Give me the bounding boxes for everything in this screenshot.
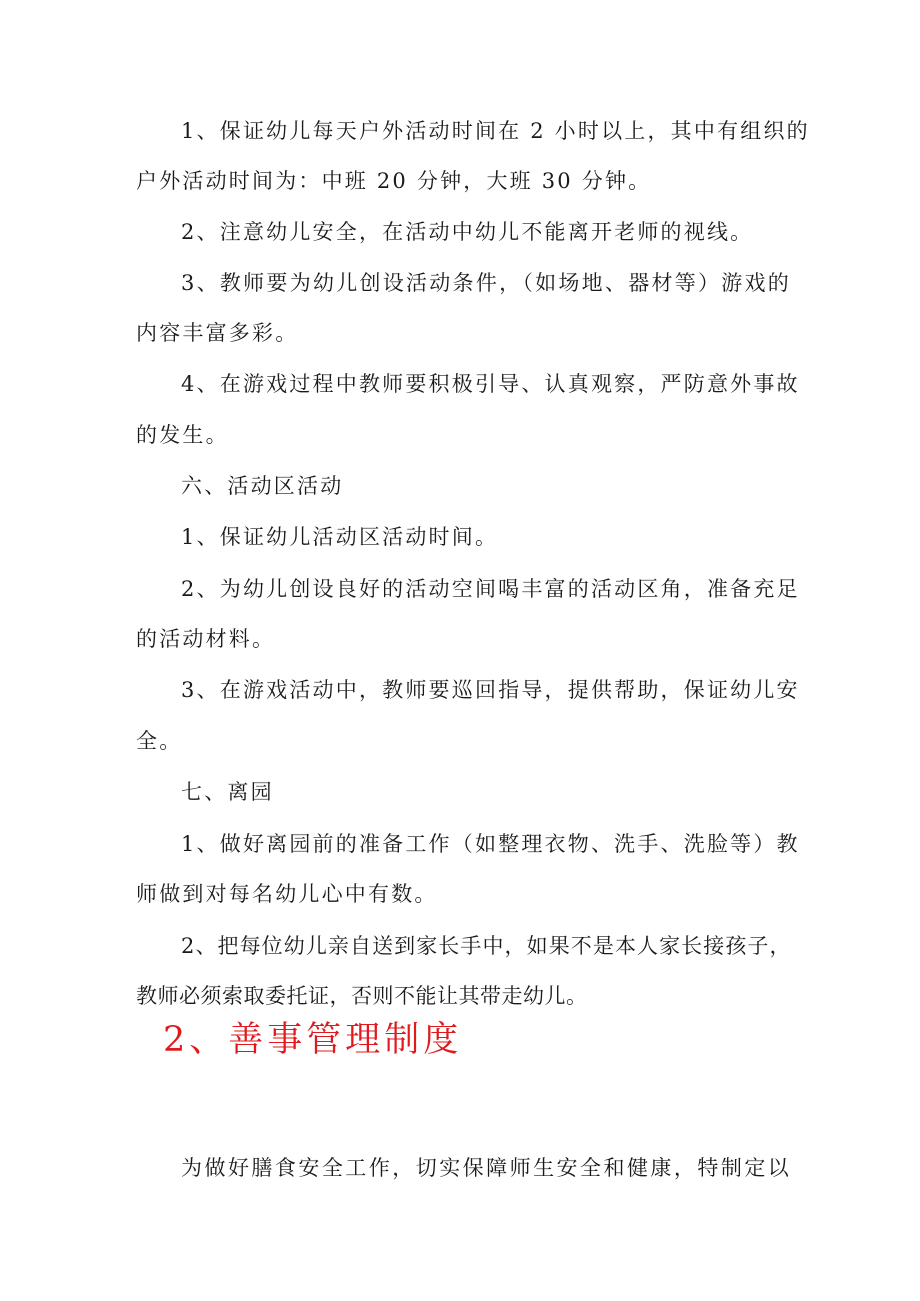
section-seven-title: 七、离园 — [181, 780, 274, 804]
paragraph-six-3-line-1: 3、在游戏活动中，教师要巡回指导，提供帮助，保证幼儿安 — [181, 678, 800, 702]
paragraph-1-line-2: 户外活动时间为：中班 20 分钟，大班 30 分钟。 — [136, 169, 652, 193]
paragraph-3-line-2: 内容丰富多彩。 — [136, 321, 299, 345]
paragraph-4-line-2: 的发生。 — [136, 423, 229, 447]
paragraph-seven-1-line-1: 1、做好离园前的准备工作（如整理衣物、洗手、洗脸等）教 — [181, 832, 800, 856]
section-six-title: 六、活动区活动 — [181, 474, 344, 498]
paragraph-4-line-1: 4、在游戏过程中教师要积极引导、认真观察，严防意外事故 — [181, 372, 800, 396]
paragraph-2: 2、注意幼儿安全，在活动中幼儿不能离开老师的视线。 — [181, 220, 754, 244]
paragraph-1-line-1: 1、保证幼儿每天户外活动时间在 2 小时以上，其中有组织的 — [181, 119, 810, 143]
paragraph-six-2-line-1: 2、为幼儿创设良好的活动空间喝丰富的活动区角，准备充足 — [181, 577, 800, 601]
section-heading: 2、善事管理制度 — [163, 1020, 463, 1060]
paragraph-seven-2-line-2: 教师必须索取委托证，否则不能让其带走幼儿。 — [136, 984, 588, 1008]
paragraph-seven-2-line-1: 2、把每位幼儿亲自送到家长手中，如果不是本人家长接孩子， — [181, 934, 791, 958]
paragraph-six-2-line-2: 的活动材料。 — [136, 627, 276, 651]
paragraph-six-3-line-2: 全。 — [136, 729, 183, 753]
paragraph-seven-1-line-2: 师做到对每名幼儿心中有数。 — [136, 882, 438, 906]
paragraph-3-line-1: 3、教师要为幼儿创设活动条件，（如场地、器材等）游戏的 — [181, 271, 791, 295]
paragraph-six-1: 1、保证幼儿活动区活动时间。 — [181, 525, 499, 549]
intro-paragraph-line-1: 为做好膳食安全工作，切实保障师生安全和健康，特制定以 — [181, 1156, 791, 1180]
